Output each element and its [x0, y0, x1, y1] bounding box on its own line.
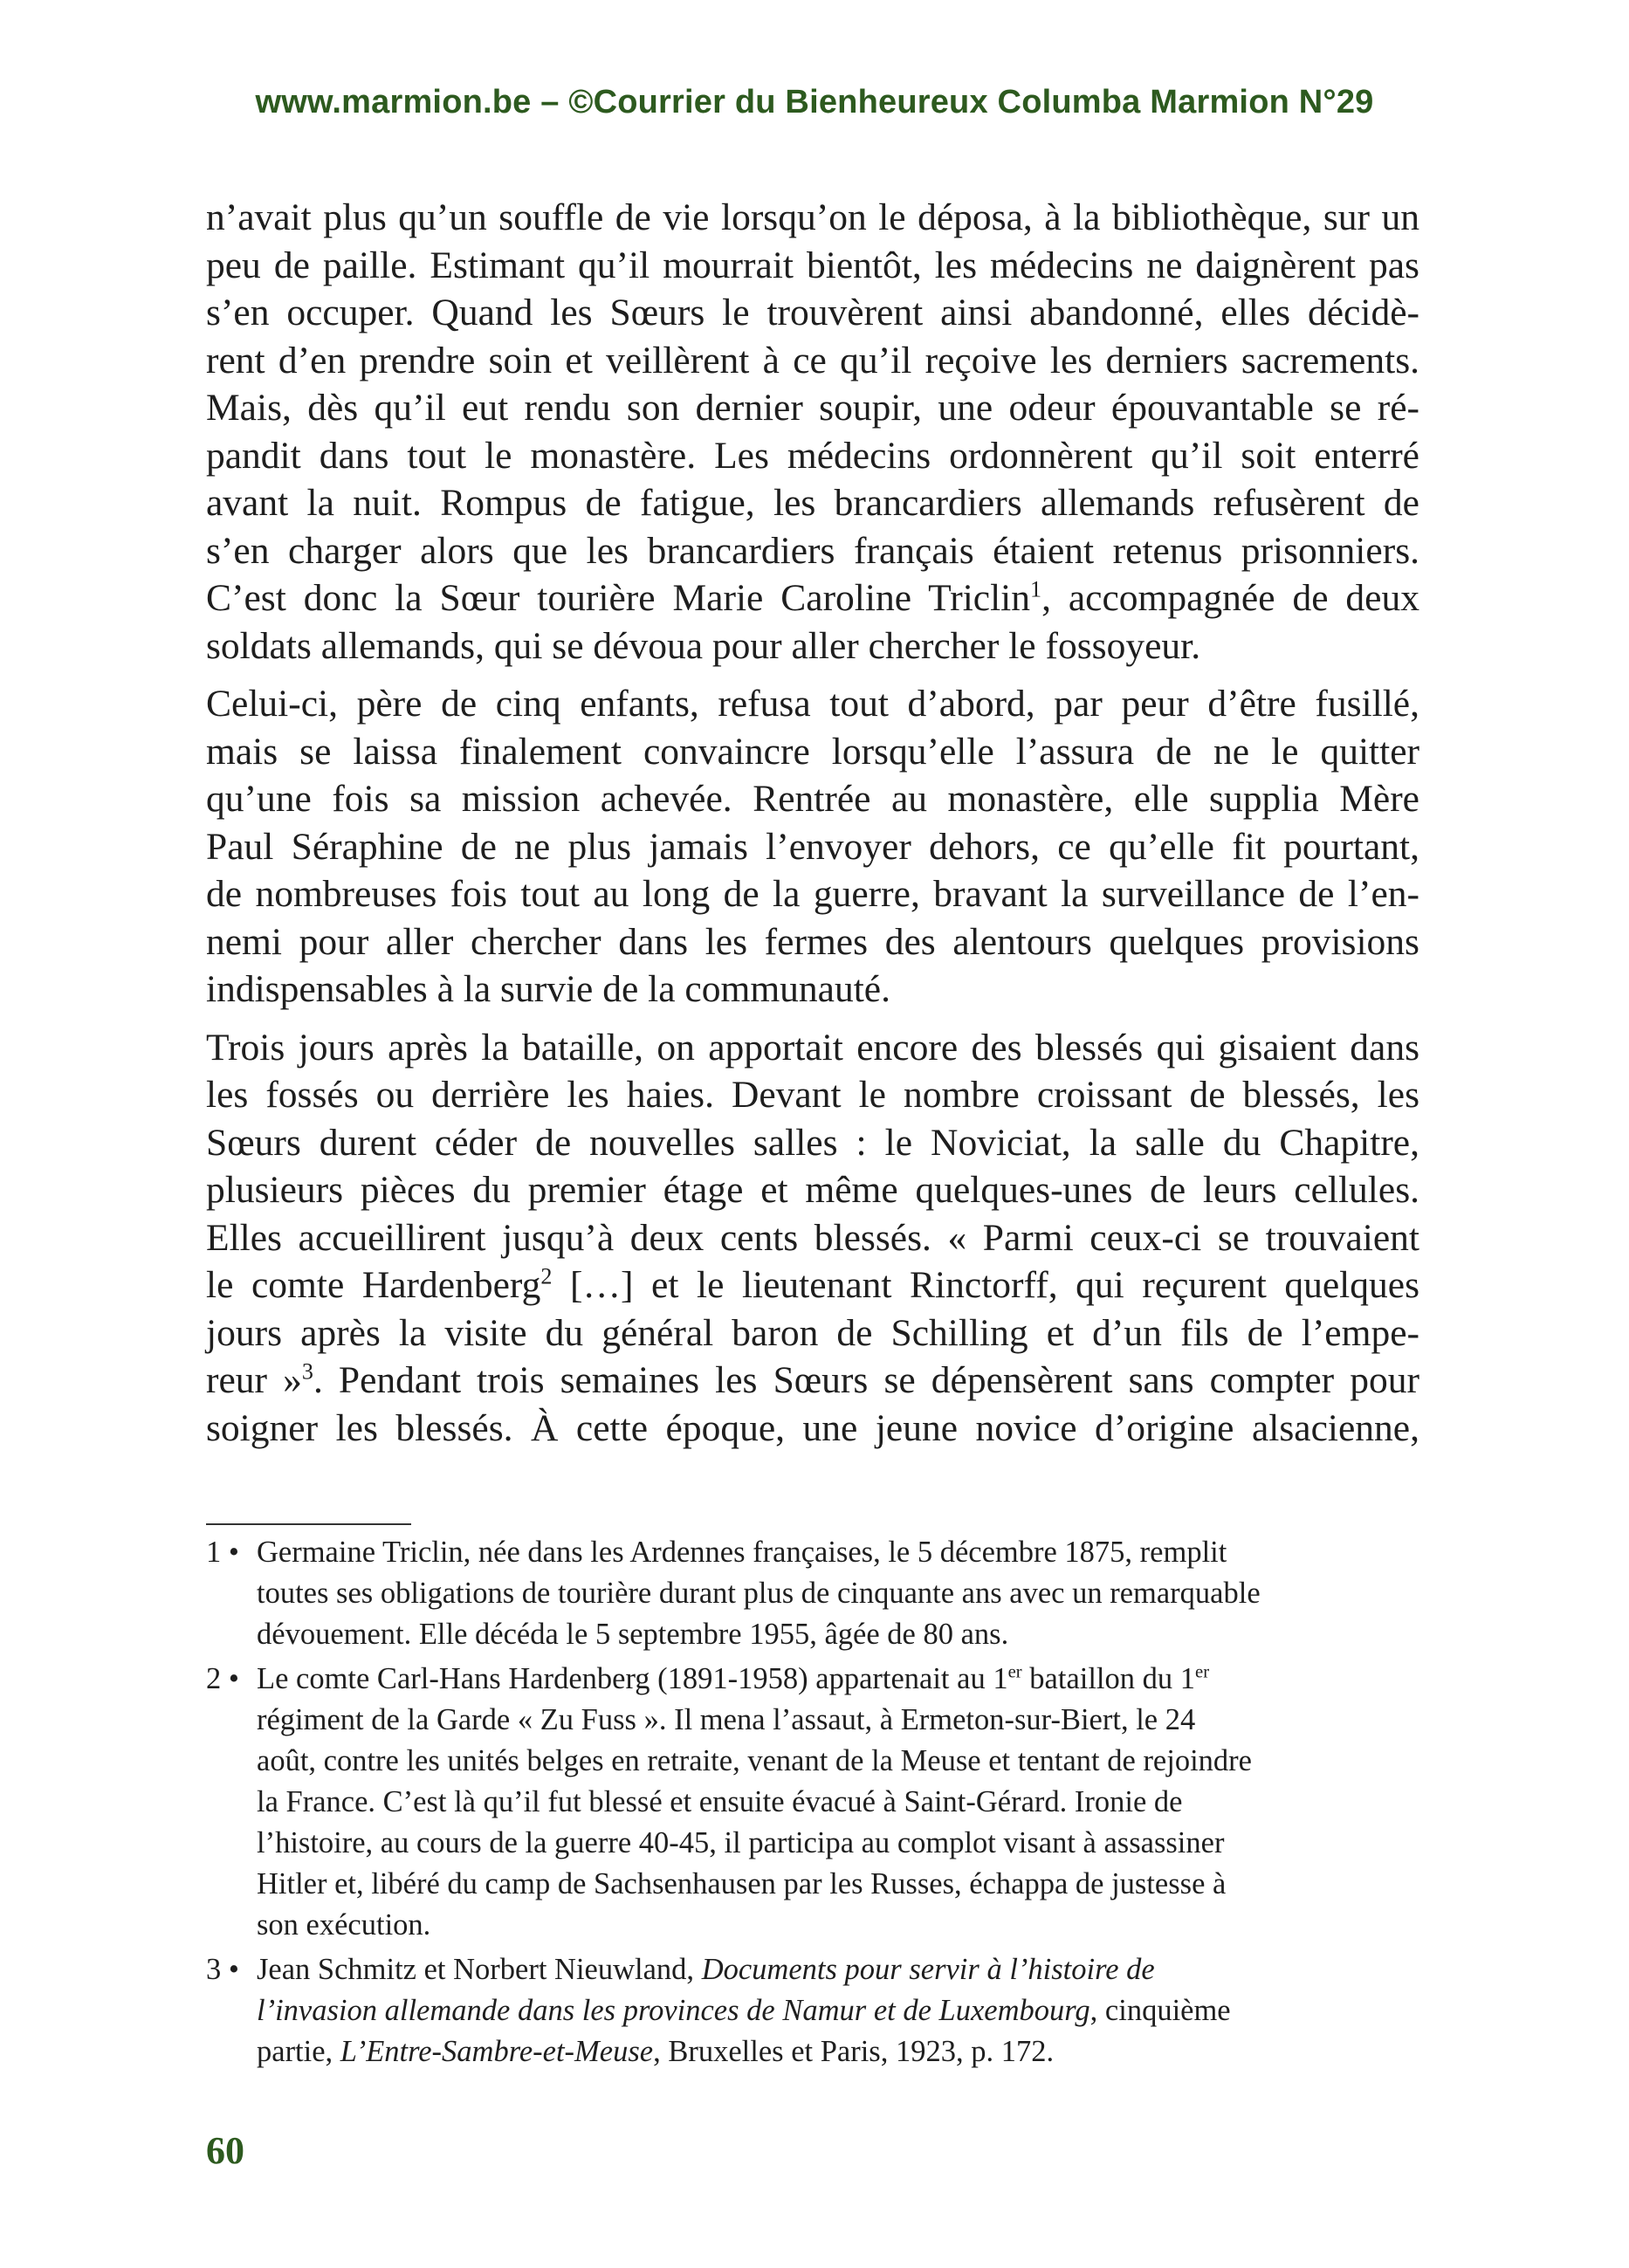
text-line: indispensables à la survie de la communauté. — [206, 968, 890, 1010]
text-segment: partie, — [257, 2035, 340, 2068]
text-line: Celui-ci, père de cinq enfants, refusa tout d’abord, par peur d’être fusillé, — [206, 683, 1419, 725]
footnote-line: août, contre les unités belges en retraite, venant de la Meuse et tentant de rejoindre — [257, 1744, 1252, 1777]
footnote-separator — [206, 1523, 411, 1525]
text-line — [206, 1357, 1419, 1405]
text-line — [206, 574, 1419, 622]
footnote-line — [257, 1659, 1419, 1700]
text-segment: C’est donc la Sœur tourière Marie Caroline Triclin — [206, 577, 1031, 619]
text-line: Elles accueillirent jusqu’à deux cents blessés. « Parmi ceux-ci se trouvaient — [206, 1216, 1419, 1259]
text-line: n’avait plus qu’un souffle de vie lorsqu’on le déposa, à la bibliothèque, sur un — [206, 196, 1419, 238]
text-line: avant la nuit. Rompus de fatigue, les brancardiers allemands refusèrent de — [206, 482, 1419, 524]
footnote-line: la France. C’est là qu’il fut blessé et ensuite évacué à Saint-Gérard. Ironie de — [257, 1785, 1183, 1818]
text-line: Sœurs durent céder de nouvelles salles : le Noviciat, la salle du Chapitre, — [206, 1121, 1419, 1164]
footnote-ref-2: 2 — [540, 1263, 553, 1289]
footnote-line: l’histoire, au cours de la guerre 40-45, il participa au complot visant à assassiner — [257, 1826, 1225, 1859]
paragraph-3 — [206, 1024, 1419, 1453]
text-segment: le comte Hardenberg — [206, 1264, 541, 1306]
ordinal-suffix: er — [1195, 1662, 1210, 1682]
footnote-2 — [206, 1659, 1419, 1946]
book-title: L’Entre-Sambre-et-Meuse — [340, 2035, 654, 2068]
footnote-line: régiment de la Garde « Zu Fuss ». Il mena l’assaut, à Ermeton-sur-Biert, le 24 — [257, 1703, 1196, 1736]
footnote-line — [257, 1990, 1419, 2031]
footnote-line: dévouement. Elle décéda le 5 septembre 1955, âgée de 80 ans. — [257, 1618, 1009, 1651]
footnote-ref-3: 3 — [301, 1358, 313, 1385]
text-line: Mais, dès qu’il eut rendu son dernier soupir, une odeur épouvantable se ré- — [206, 387, 1419, 429]
text-segment: reur » — [206, 1359, 302, 1401]
text-line: rent d’en prendre soin et veillèrent à ce qu’il reçoive les derniers sacrements. — [206, 339, 1419, 381]
footnote-line: Germaine Triclin, née dans les Ardennes françaises, le 5 décembre 1875, remplit — [257, 1536, 1227, 1569]
text-line: les fossés ou derrière les haies. Devant le nombre croissant de blessés, les — [206, 1074, 1419, 1116]
text-line: mais se laissa finalement convaincre lorsqu’elle l’assura de ne le quitter — [206, 730, 1419, 773]
text-segment: bataillon du 1 — [1021, 1662, 1196, 1695]
footnote-number: 1 • — [206, 1536, 239, 1569]
footnote-line — [257, 2031, 1419, 2072]
page-number: 60 — [206, 2129, 244, 2172]
footnotes — [206, 1532, 1419, 2076]
page-header: www.marmion.be – ©Courrier du Bienheureux Columba Marmion N°29 — [255, 84, 1374, 120]
footnote-number: 3 • — [206, 1953, 239, 1986]
text-segment: , cinquième — [1089, 1994, 1231, 2027]
text-line: qu’une fois sa mission achevée. Rentrée au monastère, elle supplia Mère — [206, 778, 1419, 820]
book-title: l’invasion allemande dans les provinces de Namur et de Luxembourg — [257, 1994, 1090, 2027]
text-segment: , Bruxelles et Paris, 1923, p. 172. — [653, 2035, 1055, 2068]
text-line: de nombreuses fois tout au long de la guerre, bravant la surveillance de l’en- — [206, 873, 1419, 915]
footnote-3 — [206, 1949, 1419, 2072]
text-line: pandit dans tout le monastère. Les médecins ordonnèrent qu’il soit enterré — [206, 434, 1419, 477]
text-line: Trois jours après la bataille, on apportait encore des blessés qui gisaient dans — [206, 1026, 1419, 1069]
text-line: peu de paille. Estimant qu’il mourrait bientôt, les médecins ne daignèrent pas — [206, 244, 1419, 286]
paragraph-2 — [206, 680, 1419, 1014]
text-line: nemi pour aller chercher dans les fermes des alentours quelques provisions — [206, 920, 1419, 963]
text-segment: […] et le lieutenant Rinctorff, qui reçurent quelques — [552, 1264, 1420, 1306]
footnote-line: son exécution. — [257, 1908, 431, 1942]
text-line: jours après la visite du général baron de Schilling et d’un fils de l’empe- — [206, 1311, 1419, 1354]
text-line — [206, 1261, 1419, 1309]
text-segment: , accompagnée de deux — [1041, 577, 1419, 619]
footnote-line: Hitler et, libéré du camp de Sachsenhausen par les Russes, échappa de justesse à — [257, 1867, 1227, 1900]
text-line: soigner les blessés. À cette époque, une jeune novice d’origine alsacienne, — [206, 1406, 1419, 1449]
text-line: s’en charger alors que les brancardiers français étaient retenus prisonniers. — [206, 529, 1419, 572]
text-line: soldats allemands, qui se dévoua pour aller chercher le fossoyeur. — [206, 624, 1201, 667]
main-text — [206, 194, 1419, 1462]
book-title: Documents pour servir à l’histoire de — [701, 1953, 1155, 1986]
text-line: Paul Séraphine de ne plus jamais l’envoyer dehors, ce qu’elle fit pourtant, — [206, 825, 1419, 868]
text-segment: . Pendant trois semaines les Sœurs se dépensèrent sans compter pour — [313, 1359, 1419, 1401]
footnote-ref-1: 1 — [1030, 576, 1042, 602]
text-line: s’en occuper. Quand les Sœurs le trouvèrent ainsi abandonné, elles décidè- — [206, 292, 1419, 333]
text-line: plusieurs pièces du premier étage et même quelques-unes de leurs cellules. — [206, 1169, 1419, 1211]
ordinal-suffix: er — [1007, 1662, 1022, 1682]
text-segment: Le comte Carl-Hans Hardenberg (1891-1958) appartenait au 1 — [257, 1662, 1008, 1695]
footnote-number: 2 • — [206, 1662, 239, 1695]
footnote-line: toutes ses obligations de tourière durant plus de cinquante ans avec un remarquable — [257, 1577, 1261, 1610]
footnote-1 — [206, 1532, 1419, 1655]
footnote-line — [257, 1949, 1419, 1990]
paragraph-1 — [206, 194, 1419, 670]
text-segment: Jean Schmitz et Norbert Nieuwland, — [257, 1953, 702, 1986]
